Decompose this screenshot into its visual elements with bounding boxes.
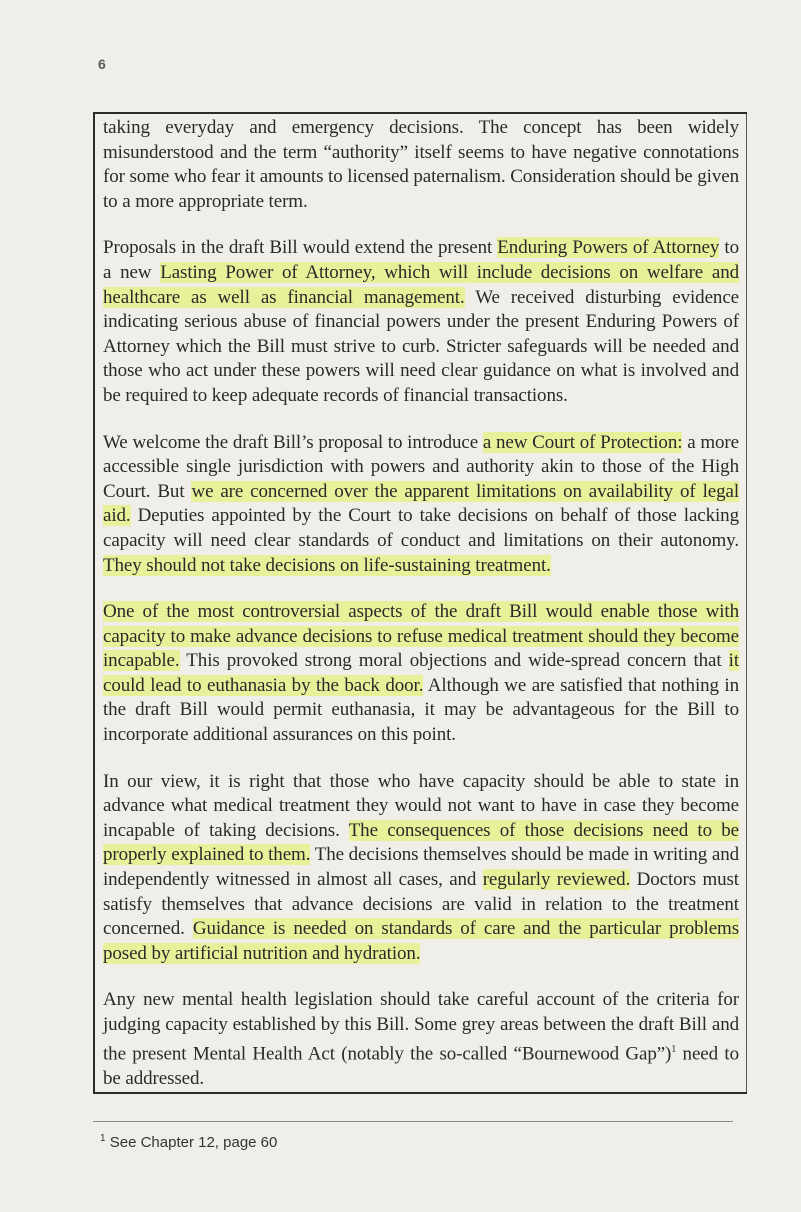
text-run: Although we are satisfied that nothing in the draft Bill would permit euthanasia, it may be advantageous for the Bill to incorporate additional assurances on this point.	[103, 674, 740, 746]
text-run: The decisions themselves should be made in writing and independently witnessed in almost all cases, and	[103, 844, 739, 891]
highlighted-text: we are concerned over the apparent limitations on availability of legal aid.	[103, 480, 739, 527]
paragraph-3	[103, 431, 739, 579]
paragraph-2	[103, 236, 739, 408]
text-run: need to be addressed.	[103, 1042, 739, 1089]
highlighted-text: The consequences of those decisions need to be properly explained to them.	[103, 819, 739, 866]
highlighted-text: One of the most controversial aspects of the draft Bill would enable those with capacity to make advance decisions to refuse medical treatment should they become incapable.	[103, 601, 739, 672]
paragraph-1	[103, 116, 739, 214]
paragraph-5	[103, 770, 739, 967]
footnote	[100, 1133, 277, 1151]
text-run: We welcome the draft Bill’s proposal to introduce	[103, 431, 483, 453]
text-run: a more accessible single jurisdiction with powers and authority akin to those of the High Court. But	[103, 431, 739, 502]
footnote-text: See Chapter 12, page 60	[105, 1134, 278, 1151]
text-run: to a new	[103, 237, 739, 283]
highlighted-text: Guidance is needed on standards of care and the particular problems posed by artificial nutrition and hydration.	[103, 918, 739, 964]
text-run: This provoked strong moral objections and wide-spread concern that	[179, 650, 729, 672]
paragraph-4	[103, 600, 739, 748]
text-run: taking everyday and emergency decisions. The concept has been widely misunderstood and the term “authority” itself seems to have negative connotations for some who fear it amounts to licensed paternalism. Consideration should be given to a more appropriate term.	[103, 117, 739, 212]
highlighted-text: it could lead to euthanasia by the back door.	[103, 650, 739, 696]
text-run: Any new mental health legislation should take careful account of the criteria for judging capacity established by this Bill. Some grey areas between the draft Bill and the present Mental Health Act (notably the so-called “Bournewood Gap”)	[103, 989, 739, 1064]
text-run: Deputies appointed by the Court to take decisions on behalf of those lacking capacity will need clear standards of conduct and limitations on their autonomy.	[103, 505, 739, 551]
footnote-marker: 1	[100, 1133, 106, 1144]
text-run: We received disturbing evidence indicating serious abuse of financial powers under the present Enduring Powers of Attorney which the Bill must strive to curb. Stricter safeguards will be needed and those who act under these powers will need clear guidance on what is involved and be required to keep adequate records of financial transactions.	[103, 286, 739, 406]
highlighted-text: a new Court of Protection:	[482, 431, 683, 453]
footnote-reference: 1	[671, 1043, 677, 1055]
text-run: Proposals in the draft Bill would extend the present	[103, 237, 498, 259]
text-run: In our view, it is right that those who have capacity should be able to state in advance what medical treatment they would not want to have in case they become incapable of taking decisions.	[103, 770, 739, 841]
highlighted-text: Lasting Power of Attorney, which will include decisions on welfare and healthcare as well as financial management.	[103, 261, 739, 308]
text-run: Doctors must satisfy themselves that advance decisions are valid in relation to the treatment concerned.	[103, 869, 739, 940]
summary-box	[93, 112, 747, 1094]
footnote-rule	[93, 1121, 733, 1122]
page-number: 6	[98, 56, 106, 72]
highlighted-text: They should not take decisions on life-sustaining treatment.	[103, 554, 551, 576]
highlighted-text: regularly reviewed.	[482, 869, 631, 891]
highlighted-text: Enduring Powers of Attorney	[497, 237, 720, 259]
paragraph-6	[103, 988, 739, 1091]
